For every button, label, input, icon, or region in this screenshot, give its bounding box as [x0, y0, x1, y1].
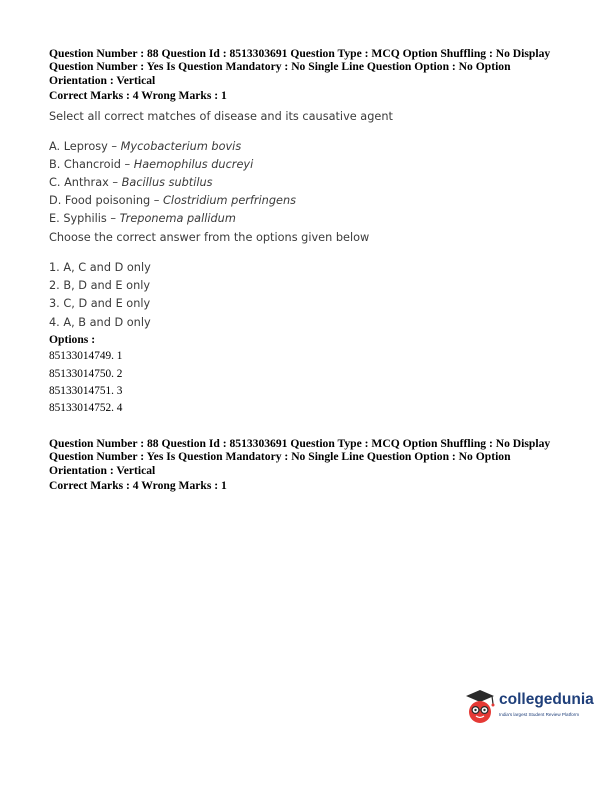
statement-label: A. Leprosy – — [49, 140, 118, 153]
logo-tagline: India's largest Student Review Platform — [499, 712, 580, 717]
marks-line: Correct Marks : 4 Wrong Marks : 1 — [49, 479, 227, 493]
options-heading: Options : — [49, 333, 96, 346]
logo-wordmark: collegedunia — [499, 691, 594, 708]
choice-4: 4. A, B and D only — [49, 316, 151, 329]
graduate-mascot-icon — [462, 687, 498, 727]
statement-label: E. Syphilis – — [49, 212, 117, 225]
meta-line: Orientation : Vertical — [49, 73, 156, 87]
meta-line: Orientation : Vertical — [49, 463, 156, 477]
collegedunia-logo — [462, 687, 602, 729]
statement-label: B. Chancroid – — [49, 158, 131, 171]
statement-c — [49, 176, 213, 189]
statement-organism: Bacillus subtilus — [121, 176, 213, 189]
statement-e — [49, 212, 236, 225]
meta-line: Question Number : 88 Question Id : 8513303691 Question Type : MCQ Option Shuffling : No Display — [49, 47, 551, 60]
meta-line: Question Number : Yes Is Question Mandatory : No Single Line Question Option : No Option — [49, 60, 511, 74]
statement-label: C. Anthrax – — [49, 176, 119, 189]
question-instruction: Choose the correct answer from the options given below — [49, 231, 370, 244]
statement-organism: Mycobacterium bovis — [120, 140, 242, 153]
statement-d — [49, 194, 296, 207]
question-prompt: Select all correct matches of disease and its causative agent — [49, 110, 393, 123]
meta-line: Question Number : 88 Question Id : 8513303691 Question Type : MCQ Option Shuffling : No Display — [49, 437, 551, 450]
choice-1: 1. A, C and D only — [49, 261, 151, 274]
choice-2: 2. B, D and E only — [49, 279, 151, 292]
statement-organism: Clostridium perfringens — [163, 194, 297, 207]
choice-3: 3. C, D and E only — [49, 297, 151, 310]
statement-a — [49, 140, 241, 153]
option-item: 85133014750. 2 — [49, 368, 123, 380]
meta-line: Question Number : Yes Is Question Mandatory : No Single Line Question Option : No Option — [49, 450, 511, 464]
statement-organism: Haemophilus ducreyi — [133, 158, 254, 171]
statement-b — [49, 158, 253, 171]
option-item: 85133014749. 1 — [49, 350, 123, 362]
option-item: 85133014751. 3 — [49, 385, 123, 397]
question-2-meta — [49, 437, 579, 493]
statement-organism: Treponema pallidum — [119, 212, 236, 225]
marks-line: Correct Marks : 4 Wrong Marks : 1 — [49, 89, 227, 103]
option-item: 85133014752. 4 — [49, 402, 123, 414]
question-1-meta — [49, 47, 579, 103]
statement-label: D. Food poisoning – — [49, 194, 160, 207]
